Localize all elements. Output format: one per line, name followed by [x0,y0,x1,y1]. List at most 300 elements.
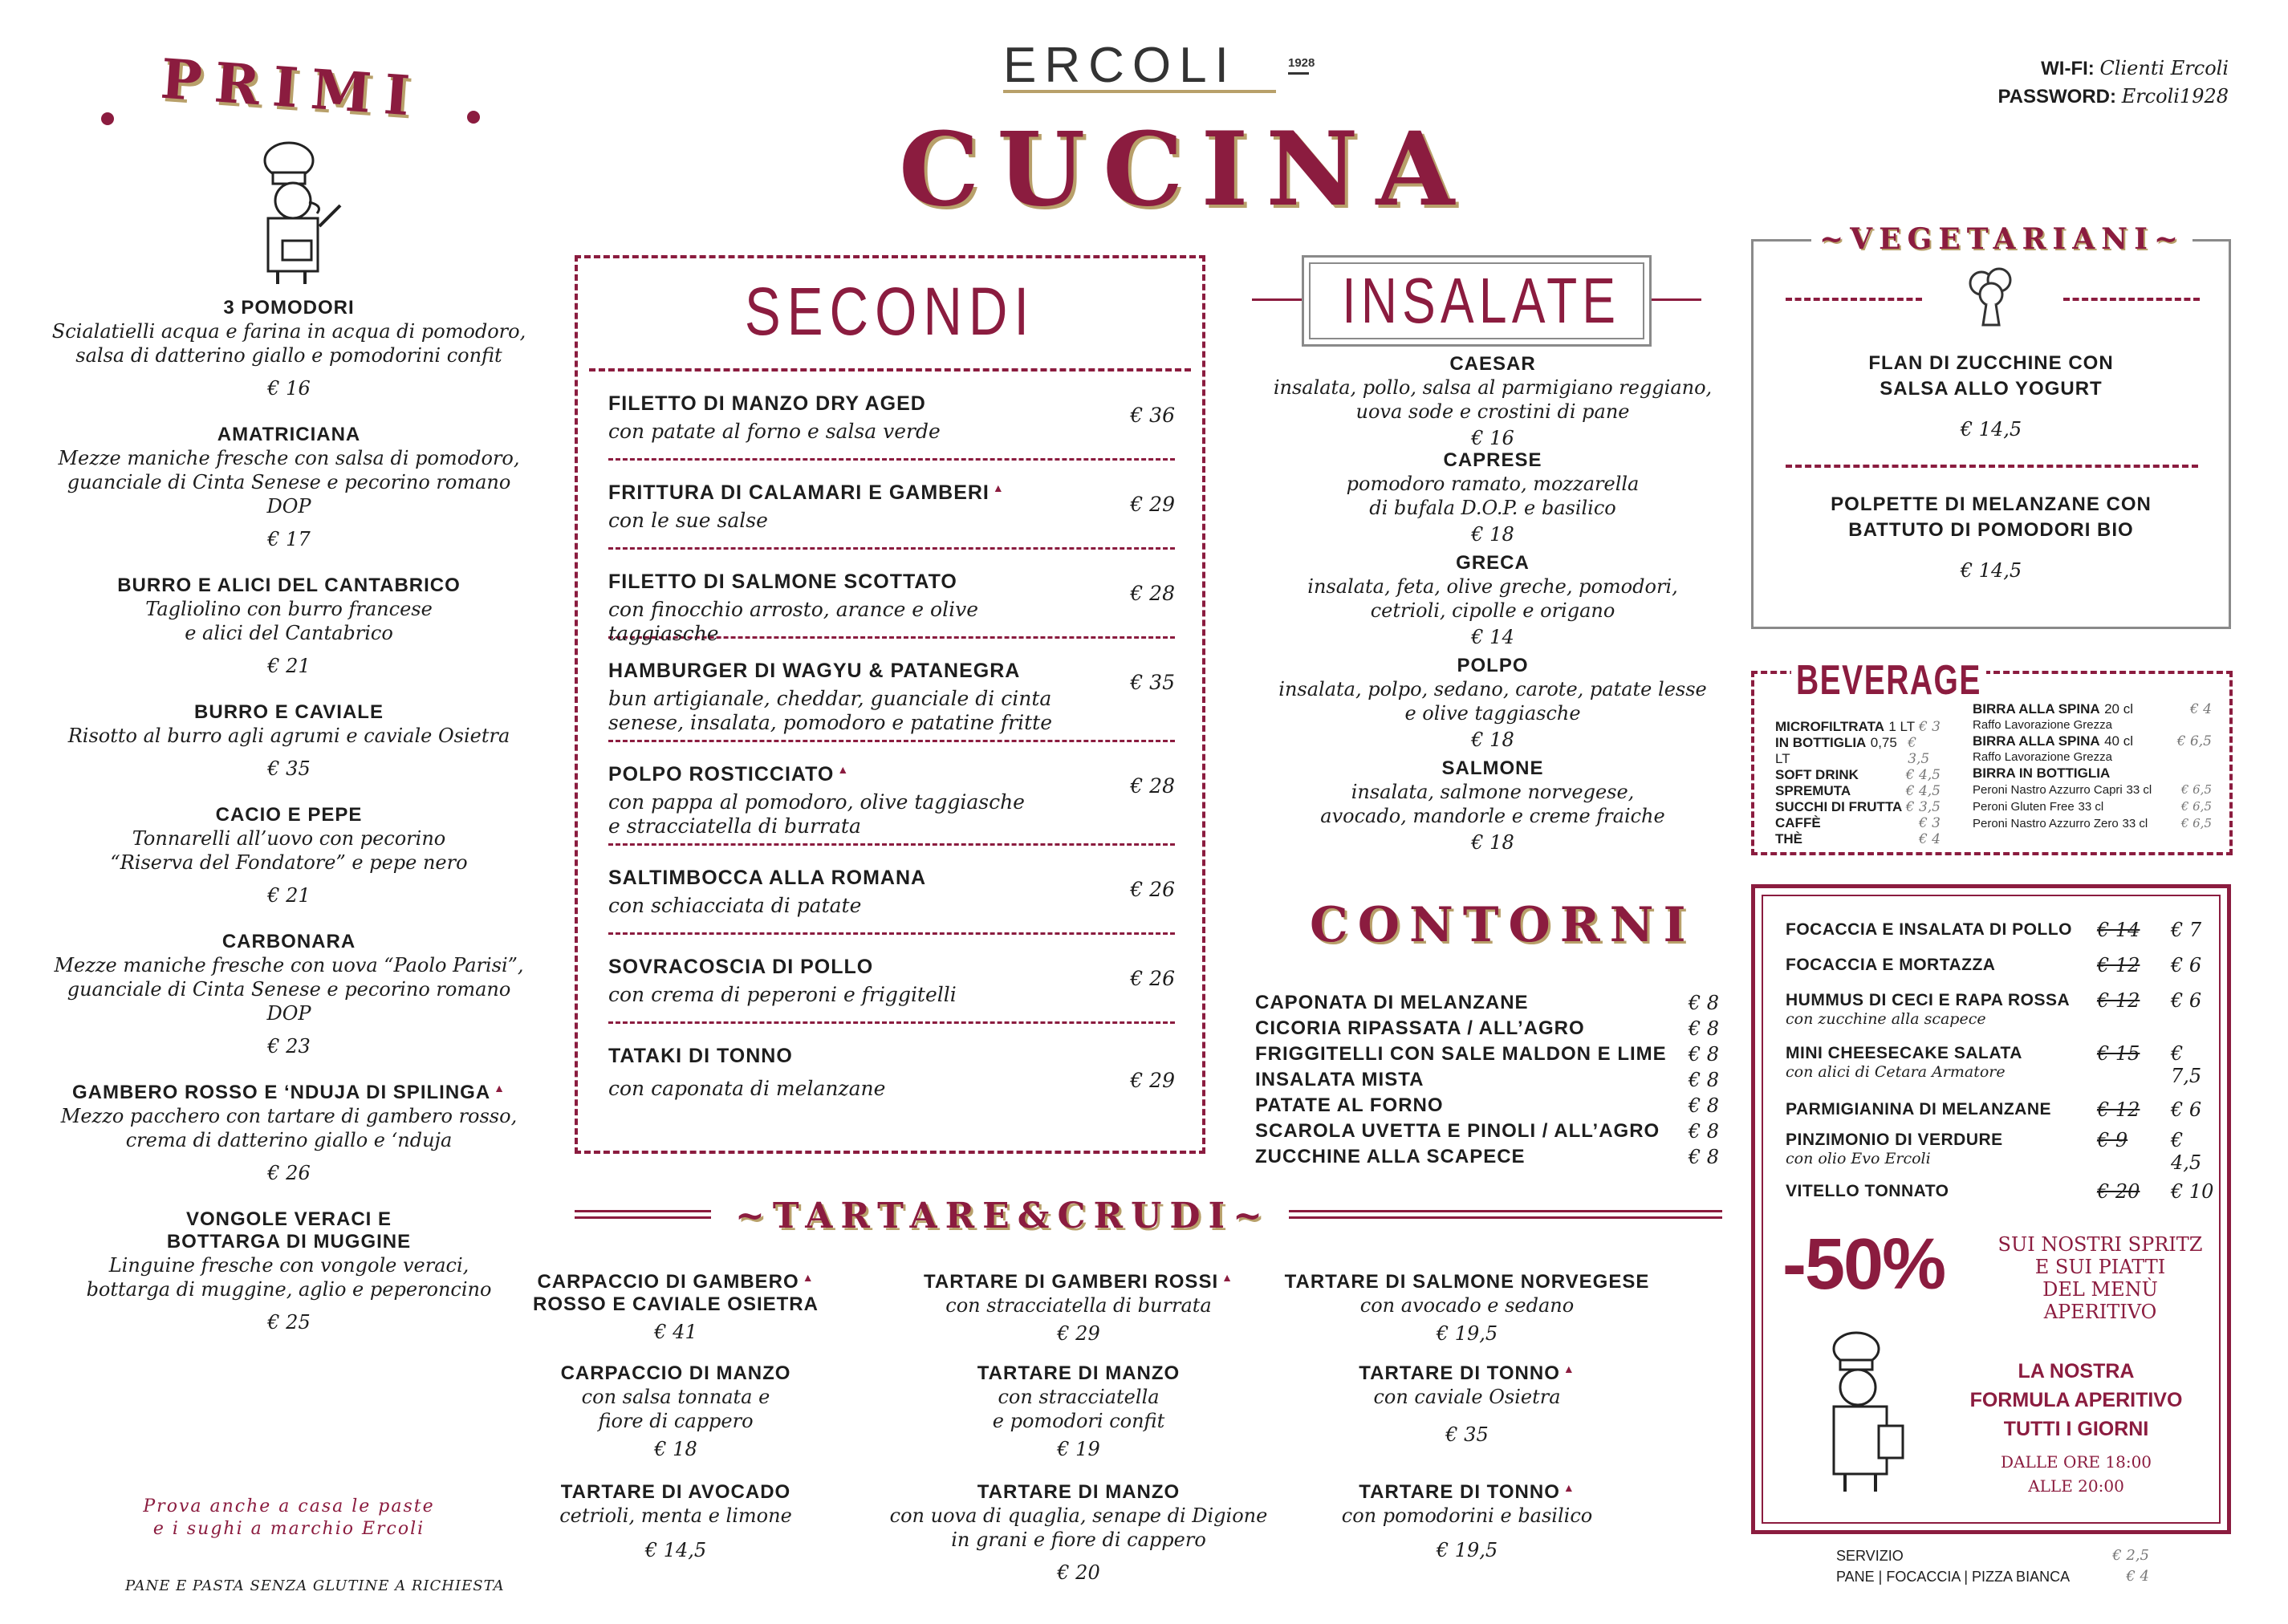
primi-note [96,1496,482,1541]
dish-price: € 16 [267,377,311,400]
triangle-icon: ▲ [992,481,1005,494]
list-item [1255,1094,1719,1120]
dish-desc: con avocado e sedano [1359,1294,1575,1317]
dish-price: € 8 [1688,1043,1719,1066]
old-price: € 20 [2097,1180,2140,1203]
list-item [608,461,1175,550]
list-item [48,1082,530,1184]
dish-price: € 28 [1130,582,1175,605]
dish-desc: con schiacciata di patate [608,894,862,917]
dish-desc: insalata, feta, olive greche, pomodori, [1307,575,1678,598]
dish-price: € 14,5 [1960,559,2022,582]
old-price: € 12 [2097,1098,2140,1121]
hours-line: DALLE ORE 18:00 [2000,1452,2152,1472]
drink-name: Raffo Lavorazione Grezza [1973,718,2112,732]
drink-price: € 3,5 [1905,799,1941,815]
old-price: € 15 [2097,1042,2140,1065]
drink-name: SPREMUTA [1775,783,1851,798]
dish-desc: pomodoro ramato, mozzarella [1346,473,1640,495]
list-item [1836,1566,2149,1587]
list-item [1786,1126,2219,1177]
dish-price: € 23 [267,1035,311,1058]
dish-name: SCAROLA UVETTA E PINOLI / ALL’AGRO [1255,1120,1660,1142]
dish-name: POLPETTE DI MELANZANE CON [1831,493,2152,515]
list-item [491,1481,860,1561]
dish-desc: guanciale di Cinta Senese e pecorino romano DOP [67,978,511,1025]
list-item [1252,552,1733,648]
dish-price: € 35 [1130,671,1175,694]
drink-price: € 3,5 [1908,735,1930,767]
dish-name: ZUCCHINE ALLA SCAPECE [1255,1146,1526,1167]
dish-price: € 21 [267,655,311,677]
list-item [608,371,1175,461]
list-item [1973,798,2212,815]
dish-desc: con pomodorini e basilico [1341,1504,1593,1527]
list-item [48,701,530,780]
old-price: € 12 [2097,954,2140,976]
note-line: Prova anche a casa le paste [143,1496,435,1516]
drink-price: € 3 [1918,815,1941,831]
dish-desc: con stracciatella di burrata [945,1294,1212,1317]
primi-title: PRIMI [158,47,425,130]
list-item [1252,353,1733,449]
drink-name: SOFT DRINK [1775,767,1859,782]
dish-price: € 25 [267,1311,311,1334]
new-price: € 4,5 [2171,1129,2202,1174]
drink-name: MICROFILTRATA [1775,719,1884,734]
drink-price: € 6,5 [2180,782,2212,797]
dish-name: 3 POMODORI [223,297,355,319]
formula-line: FORMULA APERITIVO [1969,1389,2183,1411]
secondi-title: SECONDI [744,274,1036,349]
new-price: € 6 [2171,954,2202,976]
new-price: € 6 [2171,1098,2202,1121]
dish-price: € 8 [1688,992,1719,1014]
list-item [608,639,1175,742]
drink-volume: 33 cl [2122,817,2148,830]
formula-line: LA NOSTRA [2018,1360,2135,1382]
wifi-label: WI-FI: [2041,58,2095,79]
dish-name: FOCACCIA E INSALATA DI POLLO [1786,920,2072,939]
list-item [608,1024,1175,1120]
hours-text [1948,1450,2205,1498]
dish-name: FILETTO DI SALMONE SCOTTATO [608,570,957,593]
dish-desc: avocado, mandorle e creme fraiche [1320,805,1665,827]
dish-name: CARPACCIO DI MANZO [560,1362,791,1384]
dish-name: BOTTARGA DI MUGGINE [166,1231,412,1253]
list-item [1255,1146,1719,1171]
drink-name: Peroni Nastro Azzurro Capri [1973,783,2123,797]
list-item [1973,749,2212,765]
dish-desc: in grani e fiore di cappero [951,1529,1206,1551]
primi-header [96,48,498,289]
dish-price: € 28 [1130,774,1175,798]
dish-desc: Tonnarelli all’uovo con pecorino [132,827,446,850]
divider [1786,465,2198,468]
dish-name: FRIGGITELLI CON SALE MALDON E LIME [1255,1043,1667,1065]
list-item [1786,1039,2219,1095]
dish-name: SALTIMBOCCA ALLA ROMANA [608,867,927,889]
dish-name: INSALATA MISTA [1255,1069,1424,1090]
aperitivo-list [1786,916,2219,1212]
dish-price: € 26 [267,1162,311,1184]
list-item [491,1271,860,1343]
list-item [1786,1095,2219,1126]
dish-desc: cetrioli, cipolle e origano [1370,599,1615,622]
list-item [1786,986,2219,1039]
list-item [1836,1545,2149,1566]
dish-price: € 14,5 [1960,418,2022,441]
dish-name: CACIO E PEPE [215,804,363,826]
dish-name: TATAKI DI TONNO [608,1045,793,1067]
drink-price: € 4,5 [1905,767,1941,783]
dish-name: TARTARE DI SALMONE NORVEGESE [1284,1271,1650,1293]
triangle-icon: ▲ [494,1082,506,1094]
dish-desc: Risotto al burro agli agrumi e caviale Osietra [67,725,510,747]
vegetariani-box [1751,222,2231,629]
drink-volume: 0,75 LT [1775,735,1897,766]
dish-name: PATATE AL FORNO [1255,1094,1444,1116]
insalate-title: INSALATE [1342,265,1621,336]
dish-name: ROSSO E CAVIALE OSIETRA [533,1293,819,1315]
promo-text [1996,1233,2205,1323]
list-item [1255,1017,1719,1043]
dish-desc: “Riserva del Fondatore” e pepe nero [110,851,468,874]
wifi-value: Clienti Ercoli [2099,57,2229,79]
dish-name: FLAN DI ZUCCHINE CON [1868,352,2114,374]
dish-price: € 14,5 [644,1539,707,1561]
dish-desc: con zucchine alla scapece [1786,1010,1986,1028]
dish-desc: con uova di quaglia, senape di Digione [889,1504,1268,1527]
dot-icon [467,111,480,124]
divider [2063,298,2200,301]
dish-desc: Mezzo pacchero con tartare di gambero rosso, [60,1105,518,1127]
list-item [1754,351,2229,441]
drink-price: € 4 [2189,701,2212,717]
drink-price: € 4 [1918,831,1941,847]
list-item [48,804,530,907]
drink-volume: 33 cl [2126,783,2152,797]
list-item [1282,1271,1652,1345]
dish-price: € 26 [1130,878,1175,901]
secondi-list [608,371,1175,1120]
ornament-line [575,1210,711,1219]
dish-price: € 26 [1130,967,1175,990]
dish-desc: Mezze maniche fresche con salsa di pomodoro, [58,447,520,469]
list-item [894,1271,1263,1345]
dish-desc: e pomodori confit [992,1410,1165,1432]
drink-volume: 33 cl [2078,800,2104,814]
list-item [1973,717,2212,733]
dish-name: SOVRACOSCIA DI POLLO [608,956,874,978]
dish-desc: e olive taggiasche [1404,702,1581,725]
list-item [1775,719,1941,735]
dish-desc: e stracciatella di burrata [608,814,861,838]
drink-name: THÈ [1775,831,1802,847]
list-item [608,742,1175,846]
dish-name: PARMIGIANINA DI MELANZANE [1786,1100,2051,1119]
dish-name: HUMMUS DI CECI E RAPA ROSSA [1786,991,2071,1009]
dish-name: CAESAR [1449,353,1536,375]
list-item [1255,1043,1719,1069]
extras [1836,1545,2149,1587]
formula-text [1948,1357,2205,1443]
dish-price: € 8 [1688,1017,1719,1040]
broccoli-icon [1964,266,2020,330]
dish-desc: Scialatielli acqua e farina in acqua di pomodoro, [51,320,526,343]
brand-year: 1928 [1288,56,1315,70]
hours-line: ALLE 20:00 [2028,1476,2124,1496]
promo-line: SUI NOSTRI SPRITZ [1997,1233,2203,1256]
old-price: € 9 [2097,1129,2128,1151]
insalate-header [1252,252,1701,348]
list-item [870,1481,1287,1584]
dish-desc: di bufala D.O.P. e basilico [1369,497,1616,519]
wifi-info [1997,55,2229,111]
triangle-icon: ▲ [837,763,850,776]
dot-icon [101,112,114,125]
list-item [1775,799,1941,815]
list-item [1252,655,1733,751]
list-item [894,1362,1263,1460]
triangle-icon: ▲ [802,1271,815,1284]
dish-desc: con patate al forno e salsa verde [608,420,941,443]
dish-price: € 41 [654,1321,697,1343]
list-item [1255,1120,1719,1146]
discount-badge: -50% [1782,1224,1945,1305]
dish-name: FOCACCIA E MORTAZZA [1786,956,1996,974]
tartare-header [575,1196,1722,1236]
list-item [48,424,530,550]
dish-name: CICORIA RIPASSATA / ALL’AGRO [1255,1017,1585,1039]
dish-name: TARTARE DI GAMBERI ROSSI [924,1271,1219,1293]
dish-price: € 16 [1471,427,1514,449]
drink-name: CAFFÈ [1775,815,1821,830]
dish-price: € 8 [1688,1094,1719,1117]
dish-price: € 36 [1130,404,1175,427]
new-price: € 10 [2171,1180,2214,1203]
beverage-left-list [1775,719,1941,847]
dish-name: GAMBERO ROSSO E ‘NDUJA DI SPILINGA [71,1082,491,1103]
brand-underline [1288,72,1309,75]
ornament-line [1252,298,1308,301]
list-item [1775,767,1941,783]
list-item [1252,449,1733,546]
drink-name: IN BOTTIGLIA [1775,735,1867,750]
list-item [48,1208,530,1334]
list-item [1252,757,1733,854]
dish-name: SALMONE [1441,757,1544,779]
dish-price: € 29 [1130,1069,1175,1092]
dish-price: € 35 [267,757,311,780]
dish-desc: Mezze maniche fresche con uova “Paolo Parisi”, [54,954,524,976]
divider [1786,298,1922,301]
dish-name: CAPONATA DI MELANZANE [1255,992,1529,1013]
dish-desc: crema di datterino giallo e ‘nduja [125,1129,453,1151]
list-item [491,1362,860,1460]
primi-list [48,297,530,1358]
dish-desc: con alici di Cetara Armatore [1786,1063,2006,1081]
list-item [608,935,1175,1024]
dish-price: € 17 [267,528,311,550]
dish-desc: con caponata di melanzane [608,1077,886,1100]
drink-name: BIRRA ALLA SPINA [1973,701,2100,717]
dish-name: CAPRESE [1443,449,1542,471]
drink-name: SUCCHI DI FRUTTA [1775,799,1903,814]
list-item [1973,701,2212,717]
contorni-list [1255,992,1719,1171]
dish-name: TARTARE DI TONNO [1359,1362,1560,1384]
drink-volume: 20 cl [2104,701,2133,717]
drink-name: Peroni Gluten Free [1973,800,2075,814]
list-item [48,297,530,400]
triangle-icon: ▲ [1563,1362,1575,1375]
dish-desc: bottarga di muggine, aglio e peperoncino [86,1278,492,1301]
dish-price: € 14 [1471,626,1514,648]
dish-name: VITELLO TONNATO [1786,1182,1949,1200]
dish-desc: insalata, pollo, salsa al parmigiano reggiano, [1273,376,1713,399]
password-label: PASSWORD: [1997,86,2117,108]
primi-footer: PANE E PASTA SENZA GLUTINE A RICHIESTA [125,1577,505,1594]
dish-name: GRECA [1456,552,1530,574]
dish-price: € 8 [1688,1120,1719,1143]
dish-name: SALSA ALLO YOGURT [1880,378,2103,400]
list-item [1973,782,2212,798]
dish-desc: e alici del Cantabrico [185,622,393,644]
dish-name: FRITTURA DI CALAMARI E GAMBERI [608,481,990,504]
dish-desc: insalata, salmone norvegese, [1351,781,1635,803]
tartare-title: ~TARTARE&CRUDI~ [735,1196,1270,1236]
dish-price: € 29 [1057,1322,1100,1345]
list-item [1775,783,1941,799]
list-item [1255,1069,1719,1094]
dish-desc: con olio Evo Ercoli [1786,1150,1931,1167]
dish-name: TARTARE DI TONNO [1359,1481,1560,1503]
brand-name: ERCOLI [1003,38,1237,93]
extra-name: PANE | FOCACCIA | PIZZA BIANCA [1836,1569,2071,1585]
dish-name: BATTUTO DI POMODORI BIO [1848,519,2134,541]
dish-name: HAMBURGER DI WAGYU & PATANEGRA [608,660,1021,682]
list-item [1775,831,1941,847]
new-price: € 7,5 [2171,1042,2202,1087]
dish-price: € 19 [1057,1438,1100,1460]
drink-name: Peroni Nastro Azzurro Zero [1973,817,2119,830]
dish-name: CARBONARA [221,931,356,952]
chef-cocktail-illustration-icon [1811,1322,1924,1498]
dish-price: € 19,5 [1436,1322,1498,1345]
ornament-line [1289,1210,1722,1219]
dish-desc: Tagliolino con burro francese [145,598,433,620]
extra-price: € 2,5 [2112,1547,2149,1564]
promo-line: E SUI PIATTI [2034,1256,2166,1278]
brand-accent-line [1003,90,1276,93]
dish-price: € 20 [1057,1561,1100,1584]
new-price: € 6 [2171,989,2202,1012]
dish-name: AMATRICIANA [217,424,361,445]
drink-name: BIRRA ALLA SPINA [1973,733,2100,749]
dish-desc: Linguine fresche con vongole veraci, [108,1254,469,1277]
dish-name: POLPO ROSTICCIATO [608,763,835,786]
list-item [48,931,530,1058]
dish-price: € 18 [1471,523,1514,546]
drink-name: BIRRA IN BOTTIGLIA [1973,765,2111,781]
beverage-title: BEVERAGE [1791,656,1986,704]
contorni-title: CONTORNI [1310,897,1696,953]
list-item [1973,815,2212,832]
dish-price: € 8 [1688,1146,1719,1168]
list-item [1973,765,2212,782]
drink-price: € 6,5 [2180,816,2212,830]
secondi-box [575,255,1205,1154]
dish-price: € 18 [1471,831,1514,854]
list-item [1775,735,1941,767]
list-item [1786,1177,2219,1212]
promo-line: DEL MENÙ APERITIVO [2042,1278,2158,1323]
dish-name: TARTARE DI MANZO [977,1362,1181,1384]
extra-price: € 4 [2126,1568,2149,1585]
dish-price: € 18 [654,1438,697,1460]
dish-name: VONGOLE VERACI E [185,1208,392,1230]
drink-price: € 6,5 [2180,799,2212,814]
dish-name: PINZIMONIO DI VERDURE [1786,1131,2003,1149]
list-item [1282,1481,1652,1561]
new-price: € 7 [2171,919,2202,941]
vegetariani-title: ~VEGETARIANI~ [1811,222,2192,256]
aperitivo-box [1751,884,2231,1534]
dish-desc: con crema di peperoni e friggitelli [608,983,957,1006]
extra-name: SERVIZIO [1836,1548,1904,1564]
dish-name: TARTARE DI AVOCADO [560,1481,791,1503]
dish-desc: salsa di datterino giallo e pomodorini confit [75,344,502,367]
triangle-icon: ▲ [1563,1481,1575,1494]
note-line: e i sughi a marchio Ercoli [152,1519,425,1539]
dish-desc: con caviale Osietra [1373,1386,1561,1408]
dish-price: € 8 [1688,1069,1719,1091]
dish-price: € 35 [1445,1423,1489,1446]
dish-price: € 18 [1471,729,1514,751]
beverage-right-list [1973,701,2212,832]
list-item [1775,815,1941,831]
page-title: CUCINA [899,110,1473,229]
dish-price: € 21 [267,884,311,907]
drink-volume: 40 cl [2104,733,2133,749]
brand-logo [1003,37,1340,93]
dish-desc: con finocchio arrosto, arance e olive taggiasche [608,598,979,645]
drink-volume: 1 LT [1888,719,1916,734]
dish-desc: uova sode e crostini di pane [1355,400,1630,423]
dish-desc: con pappa al pomodoro, olive taggiasche [608,790,1025,814]
dish-name: BURRO E ALICI DEL CANTABRICO [117,574,461,596]
dish-desc: cetrioli, menta e limone [559,1504,792,1527]
list-item [1786,916,2219,951]
list-item [608,846,1175,935]
list-item [1754,492,2229,582]
dish-name: TARTARE DI MANZO [977,1481,1181,1503]
dish-name: FILETTO DI MANZO DRY AGED [608,392,926,415]
dish-desc: con stracciatella [998,1386,1160,1408]
insalate-title-box [1302,255,1652,347]
drink-price: € 6,5 [2176,733,2212,749]
dish-name: BURRO E CAVIALE [194,701,384,723]
dish-price: € 19,5 [1436,1539,1498,1561]
drink-name: Raffo Lavorazione Grezza [1973,750,2112,764]
dish-desc: senese, insalata, pomodoro e patatine fritte [608,711,1053,734]
dish-desc: con le sue salse [608,509,768,532]
dish-desc: insalata, polpo, sedano, carote, patate lesse [1278,678,1707,700]
dish-price: € 29 [1130,493,1175,516]
old-price: € 14 [2097,919,2140,941]
drink-price: € 3 [1918,719,1941,735]
